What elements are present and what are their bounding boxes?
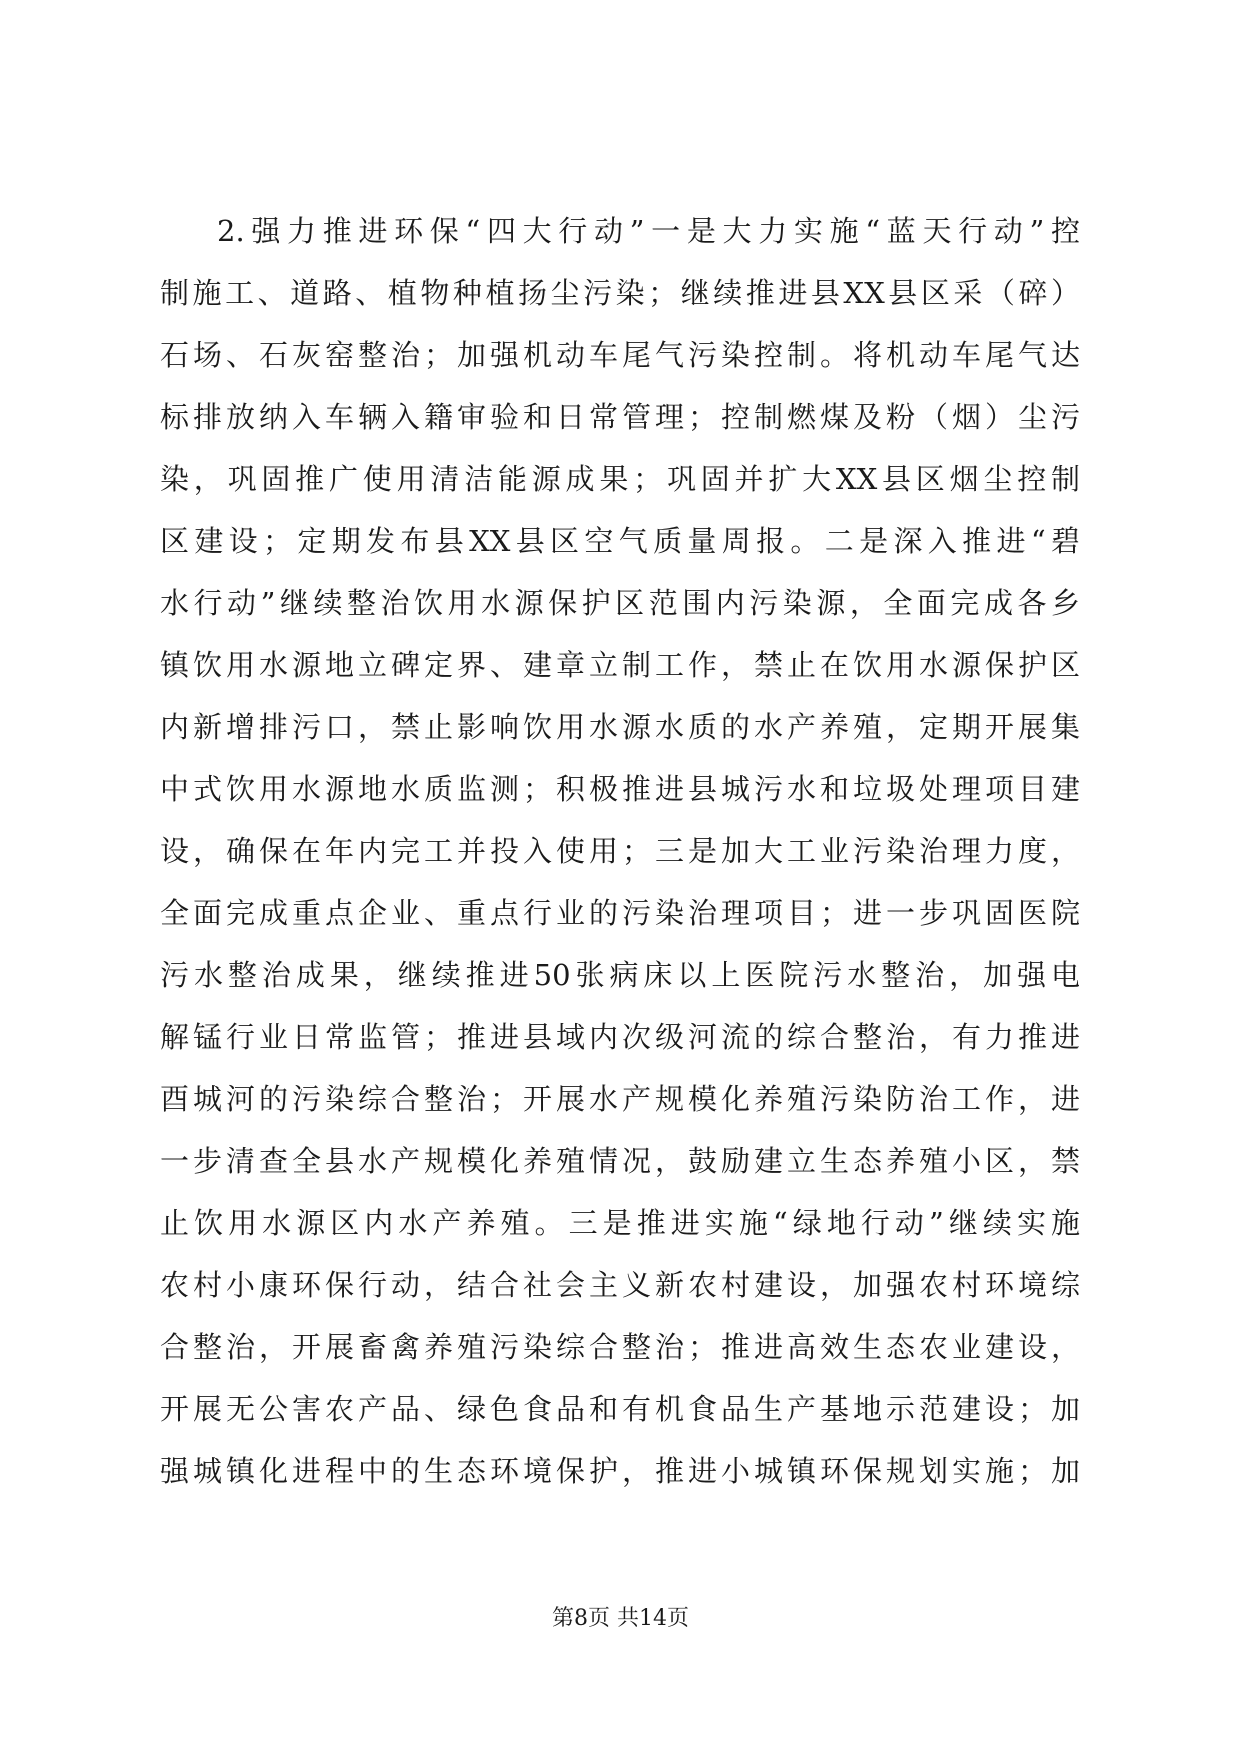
page-number-footer: 第8页 共14页 — [552, 1606, 689, 1631]
text-line: 设，确保在年内完工并投入使用；三是加大工业污染治理力度， — [160, 834, 1080, 868]
text-line: 水行动”继续整治饮用水源保护区范围内污染源，全面完成各乡 — [160, 586, 1080, 620]
text-line: 污水整治成果，继续推进50张病床以上医院污水整治，加强电 — [160, 958, 1080, 992]
text-line: 止饮用水源区内水产养殖。三是推进实施“绿地行动”继续实施 — [160, 1206, 1080, 1240]
text-line: 一步清查全县水产规模化养殖情况，鼓励建立生态养殖小区，禁 — [160, 1144, 1080, 1178]
text-line: 染，巩固推广使用清洁能源成果；巩固并扩大XX县区烟尘控制 — [160, 462, 1080, 496]
text-line: 强城镇化进程中的生态环境保护，推进小城镇环保规划实施；加 — [160, 1454, 1080, 1488]
text-line: 酉城河的污染综合整治；开展水产规模化养殖污染防治工作，进 — [160, 1082, 1080, 1116]
text-line: 中式饮用水源地水质监测；积极推进县城污水和垃圾处理项目建 — [160, 772, 1080, 806]
text-line: 石场、石灰窑整治；加强机动车尾气污染控制。将机动车尾气达 — [160, 338, 1080, 372]
text-line: 农村小康环保行动，结合社会主义新农村建设，加强农村环境综 — [160, 1268, 1080, 1302]
text-line: 2.强力推进环保“四大行动”一是大力实施“蓝天行动”控 — [217, 214, 1080, 248]
text-line: 开展无公害农产品、绿色食品和有机食品生产基地示范建设；加 — [160, 1392, 1080, 1426]
text-line: 内新增排污口，禁止影响饮用水源水质的水产养殖，定期开展集 — [160, 710, 1080, 744]
text-line: 镇饮用水源地立碑定界、建章立制工作，禁止在饮用水源保护区 — [160, 648, 1080, 682]
text-line: 合整治，开展畜禽养殖污染综合整治；推进高效生态农业建设， — [160, 1330, 1080, 1364]
document-body — [160, 200, 1080, 1502]
text-line: 制施工、道路、植物种植扬尘污染；继续推进县XX县区采（碎） — [160, 276, 1080, 310]
text-line: 全面完成重点企业、重点行业的污染治理项目；进一步巩固医院 — [160, 896, 1080, 930]
text-line: 标排放纳入车辆入籍审验和日常管理；控制燃煤及粉（烟）尘污 — [160, 400, 1080, 434]
text-line: 区建设；定期发布县XX县区空气质量周报。二是深入推进“碧 — [160, 524, 1080, 558]
text-line: 解锰行业日常监管；推进县域内次级河流的综合整治，有力推进 — [160, 1020, 1080, 1054]
